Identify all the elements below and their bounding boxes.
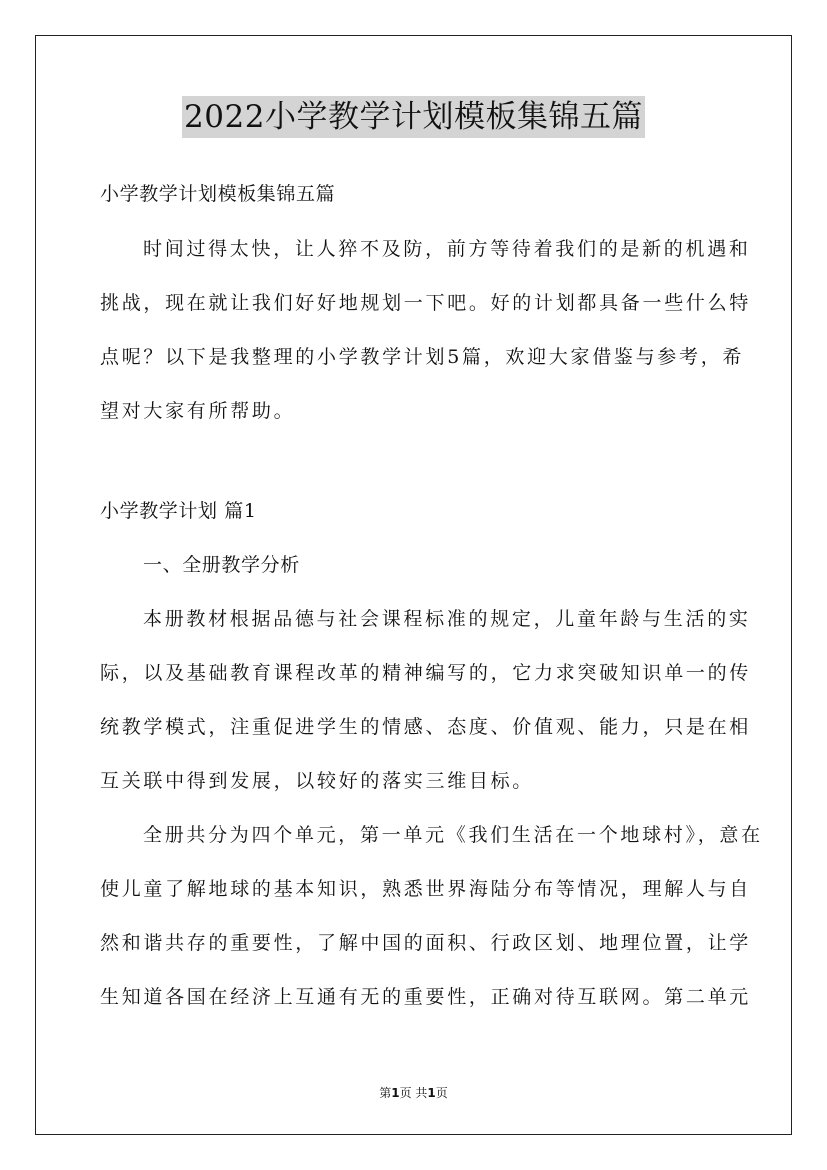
footer-total-pages: 1 <box>427 1086 436 1100</box>
section-heading: 小学教学计划 篇1 <box>100 500 257 522</box>
footer-page-prefix: 第 <box>379 1086 392 1100</box>
intro-line: 望对大家有所帮助。 <box>100 400 296 422</box>
document-body <box>100 174 763 1017</box>
paragraph-line: 际，以及基础教育课程改革的精神编写的，它力求突破知识单一的传 <box>100 662 752 684</box>
subsection-heading: 一、全册教学分析 <box>143 554 300 576</box>
paragraph-line: 互关联中得到发展，以较好的落实三维目标。 <box>100 770 535 792</box>
paragraph-line: 然和谐共存的重要性，了解中国的面积、行政区划、地理位置，让学 <box>100 932 752 954</box>
document-subtitle: 小学教学计划模板集锦五篇 <box>100 183 336 205</box>
paragraph-line: 统教学模式，注重促进学生的情感、态度、价值观、能力，只是在相 <box>100 716 752 738</box>
intro-line: 挑战，现在就让我们好好地规划一下吧。好的计划都具备一些什么特 <box>100 292 752 314</box>
paragraph-line: 本册教材根据品德与社会课程标准的规定，儿童年龄与生活的实 <box>143 608 751 630</box>
intro-line: 时间过得太快，让人猝不及防，前方等待着我们的是新的机遇和 <box>143 238 751 260</box>
intro-line: 点呢？以下是我整理的小学教学计划5篇，欢迎大家借鉴与参考，希 <box>100 346 745 368</box>
document-title-container <box>0 96 827 138</box>
document-title: 2022小学教学计划模板集锦五篇 <box>182 96 645 138</box>
footer-page-suffix: 页 <box>435 1086 448 1100</box>
paragraph-line: 全册共分为四个单元，第一单元《我们生活在一个地球村》，意在 <box>143 824 763 846</box>
footer-page-mid: 页 共 <box>399 1086 428 1100</box>
paragraph-line: 生知道各国在经济上互通有无的重要性，正确对待互联网。第二单元 <box>100 986 752 1008</box>
paragraph-line: 使儿童了解地球的基本知识，熟悉世界海陆分布等情况，理解人与自 <box>100 878 752 900</box>
page-footer <box>0 1084 827 1101</box>
footer-page-number: 1 <box>391 1086 400 1100</box>
